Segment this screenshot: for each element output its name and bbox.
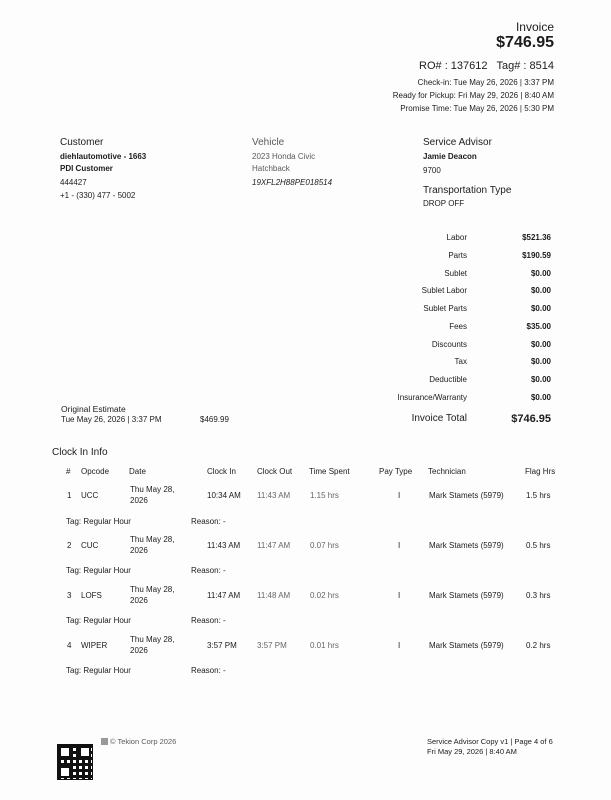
tekion-logo-icon xyxy=(101,738,108,745)
row-opcode: CUC xyxy=(81,541,99,550)
total-label: Fees xyxy=(449,322,467,331)
col-num: # xyxy=(66,467,71,476)
row-technician: Mark Stamets (5979) xyxy=(429,491,504,500)
col-time-spent: Time Spent xyxy=(309,467,350,476)
row-opcode: WIPER xyxy=(81,641,108,650)
col-clock-in: Clock In xyxy=(207,467,236,476)
col-date: Date xyxy=(129,467,146,476)
row-time-spent: 0.07 hrs xyxy=(310,541,339,550)
invoice-total-value: $746.95 xyxy=(511,413,551,425)
row-flag-hrs: 0.2 hrs xyxy=(526,641,551,650)
col-flag-hrs: Flag Hrs xyxy=(525,467,556,476)
total-value: $0.00 xyxy=(530,286,551,295)
row-flag-hrs: 1.5 hrs xyxy=(526,491,551,500)
row-tag: Tag: Regular Hour xyxy=(66,566,131,575)
row-date: Thu May 28, 2026 xyxy=(130,485,175,505)
total-label: Sublet Labor xyxy=(421,286,467,295)
row-pay-type: I xyxy=(398,541,401,550)
row-num: 4 xyxy=(67,641,72,650)
total-row-insurance xyxy=(380,393,551,407)
col-technician: Technician xyxy=(428,467,466,476)
invoice-total-label: Invoice Total xyxy=(411,413,467,424)
row-tag: Tag: Regular Hour xyxy=(66,666,131,675)
advisor-block xyxy=(423,137,511,210)
row-flag-hrs: 0.3 hrs xyxy=(526,591,551,600)
original-estimate-amount: $469.99 xyxy=(200,415,229,424)
total-label: Tax xyxy=(454,357,467,366)
row-technician: Mark Stamets (5979) xyxy=(429,641,504,650)
total-row-sublet xyxy=(380,269,551,283)
clock-in-title: Clock In Info xyxy=(52,447,108,458)
checkin-time: Check-in: Tue May 26, 2026 | 3:37 PM xyxy=(417,78,554,87)
total-label: Insurance/Warranty xyxy=(397,393,467,402)
row-clock-in: 11:47 AM xyxy=(207,591,241,600)
row-pay-type: I xyxy=(398,591,401,600)
row-clock-in: 11:43 AM xyxy=(207,541,241,550)
original-estimate-date: Tue May 26, 2026 | 3:37 PM xyxy=(61,415,162,424)
ready-time: Ready for Pickup: Fri May 29, 2026 | 8:40 AM xyxy=(392,91,554,100)
footer-copy: Service Advisor Copy v1 | Page 4 of 6 xyxy=(427,737,553,746)
total-value: $0.00 xyxy=(530,357,551,366)
total-value: $0.00 xyxy=(530,375,551,384)
total-value: $0.00 xyxy=(530,269,551,278)
row-technician: Mark Stamets (5979) xyxy=(429,591,504,600)
row-time-spent: 1.15 hrs xyxy=(310,491,339,500)
promise-time: Promise Time: Tue May 26, 2026 | 5:30 PM xyxy=(400,104,554,113)
row-num: 1 xyxy=(67,491,72,500)
customer-phone: +1 - (330) 477 - 5002 xyxy=(60,191,136,200)
tag-number: Tag# : 8514 xyxy=(496,60,554,72)
total-label: Sublet Parts xyxy=(423,304,467,313)
customer-name: diehlautomotive - 1663 xyxy=(60,152,147,161)
vehicle-label: Vehicle xyxy=(252,137,285,148)
ro-tag-line xyxy=(419,60,554,72)
transport-label: Transportation Type xyxy=(423,185,512,196)
transport-value: DROP OFF xyxy=(423,199,465,208)
row-tag: Tag: Regular Hour xyxy=(66,517,131,526)
advisor-label: Service Advisor xyxy=(423,137,492,148)
customer-type: PDI Customer xyxy=(60,164,113,173)
invoice-title: Invoice xyxy=(515,20,554,34)
row-tag: Tag: Regular Hour xyxy=(66,616,131,625)
row-technician: Mark Stamets (5979) xyxy=(429,541,504,550)
total-row-tax xyxy=(380,357,551,371)
row-clock-out: 11:48 AM xyxy=(257,591,291,600)
footer-corp: © Tekion Corp 2026 xyxy=(101,737,176,746)
row-clock-out: 11:47 AM xyxy=(257,541,291,550)
original-estimate-label: Original Estimate xyxy=(61,404,126,414)
invoice-amount: $746.95 xyxy=(496,34,554,51)
total-value: $0.00 xyxy=(530,340,551,349)
row-date: Thu May 28, 2026 xyxy=(130,535,175,555)
total-row-sublet-labor xyxy=(380,286,551,300)
total-label: Deductible xyxy=(429,375,467,384)
row-date: Thu May 28, 2026 xyxy=(130,635,175,655)
total-value: $190.59 xyxy=(522,251,551,260)
total-label: Discounts xyxy=(431,340,467,349)
customer-id: 444427 xyxy=(60,178,87,187)
total-value: $521.36 xyxy=(522,233,551,242)
row-reason: Reason: - xyxy=(191,666,226,675)
total-row-fees xyxy=(380,322,551,336)
row-pay-type: I xyxy=(398,491,401,500)
row-pay-type: I xyxy=(398,641,401,650)
row-num: 3 xyxy=(67,591,72,600)
row-opcode: LOFS xyxy=(81,591,102,600)
customer-block xyxy=(60,137,146,202)
vehicle-vin: 19XFL2H88PE018514 xyxy=(252,178,333,187)
row-reason: Reason: - xyxy=(191,616,226,625)
row-opcode: UCC xyxy=(81,491,99,500)
vehicle-block xyxy=(252,137,332,189)
row-flag-hrs: 0.5 hrs xyxy=(526,541,551,550)
total-row-labor xyxy=(380,233,551,247)
qr-code-icon xyxy=(57,744,93,780)
vehicle-body: Hatchback xyxy=(252,164,290,173)
advisor-id: 9700 xyxy=(423,166,441,175)
row-time-spent: 0.01 hrs xyxy=(310,641,339,650)
row-num: 2 xyxy=(67,541,72,550)
total-row-parts xyxy=(380,251,551,265)
col-clock-out: Clock Out xyxy=(257,467,293,476)
col-opcode: Opcode xyxy=(81,467,110,476)
total-row-deductible xyxy=(380,375,551,389)
col-pay-type: Pay Type xyxy=(379,467,413,476)
total-value: $0.00 xyxy=(530,304,551,313)
total-row-discounts xyxy=(380,340,551,354)
invoice-total-row xyxy=(380,413,551,429)
row-time-spent: 0.02 hrs xyxy=(310,591,339,600)
row-date: Thu May 28, 2026 xyxy=(130,585,175,605)
total-value: $35.00 xyxy=(526,322,551,331)
row-clock-in: 10:34 AM xyxy=(207,491,241,500)
total-value: $0.00 xyxy=(530,393,551,402)
total-label: Sublet xyxy=(444,269,467,278)
vehicle-model: 2023 Honda Civic xyxy=(252,152,316,161)
total-label: Parts xyxy=(448,251,467,260)
total-row-sublet-parts xyxy=(380,304,551,318)
total-label: Labor xyxy=(446,233,467,242)
row-clock-out: 3:57 PM xyxy=(257,641,287,650)
footer-printed: Fri May 29, 2026 | 8:40 AM xyxy=(427,747,517,756)
row-reason: Reason: - xyxy=(191,566,226,575)
customer-label: Customer xyxy=(60,137,104,148)
ro-number: RO# : 137612 xyxy=(419,60,488,72)
row-clock-out: 11:43 AM xyxy=(257,491,291,500)
advisor-name: Jamie Deacon xyxy=(423,152,477,161)
row-clock-in: 3:57 PM xyxy=(207,641,237,650)
row-reason: Reason: - xyxy=(191,517,226,526)
